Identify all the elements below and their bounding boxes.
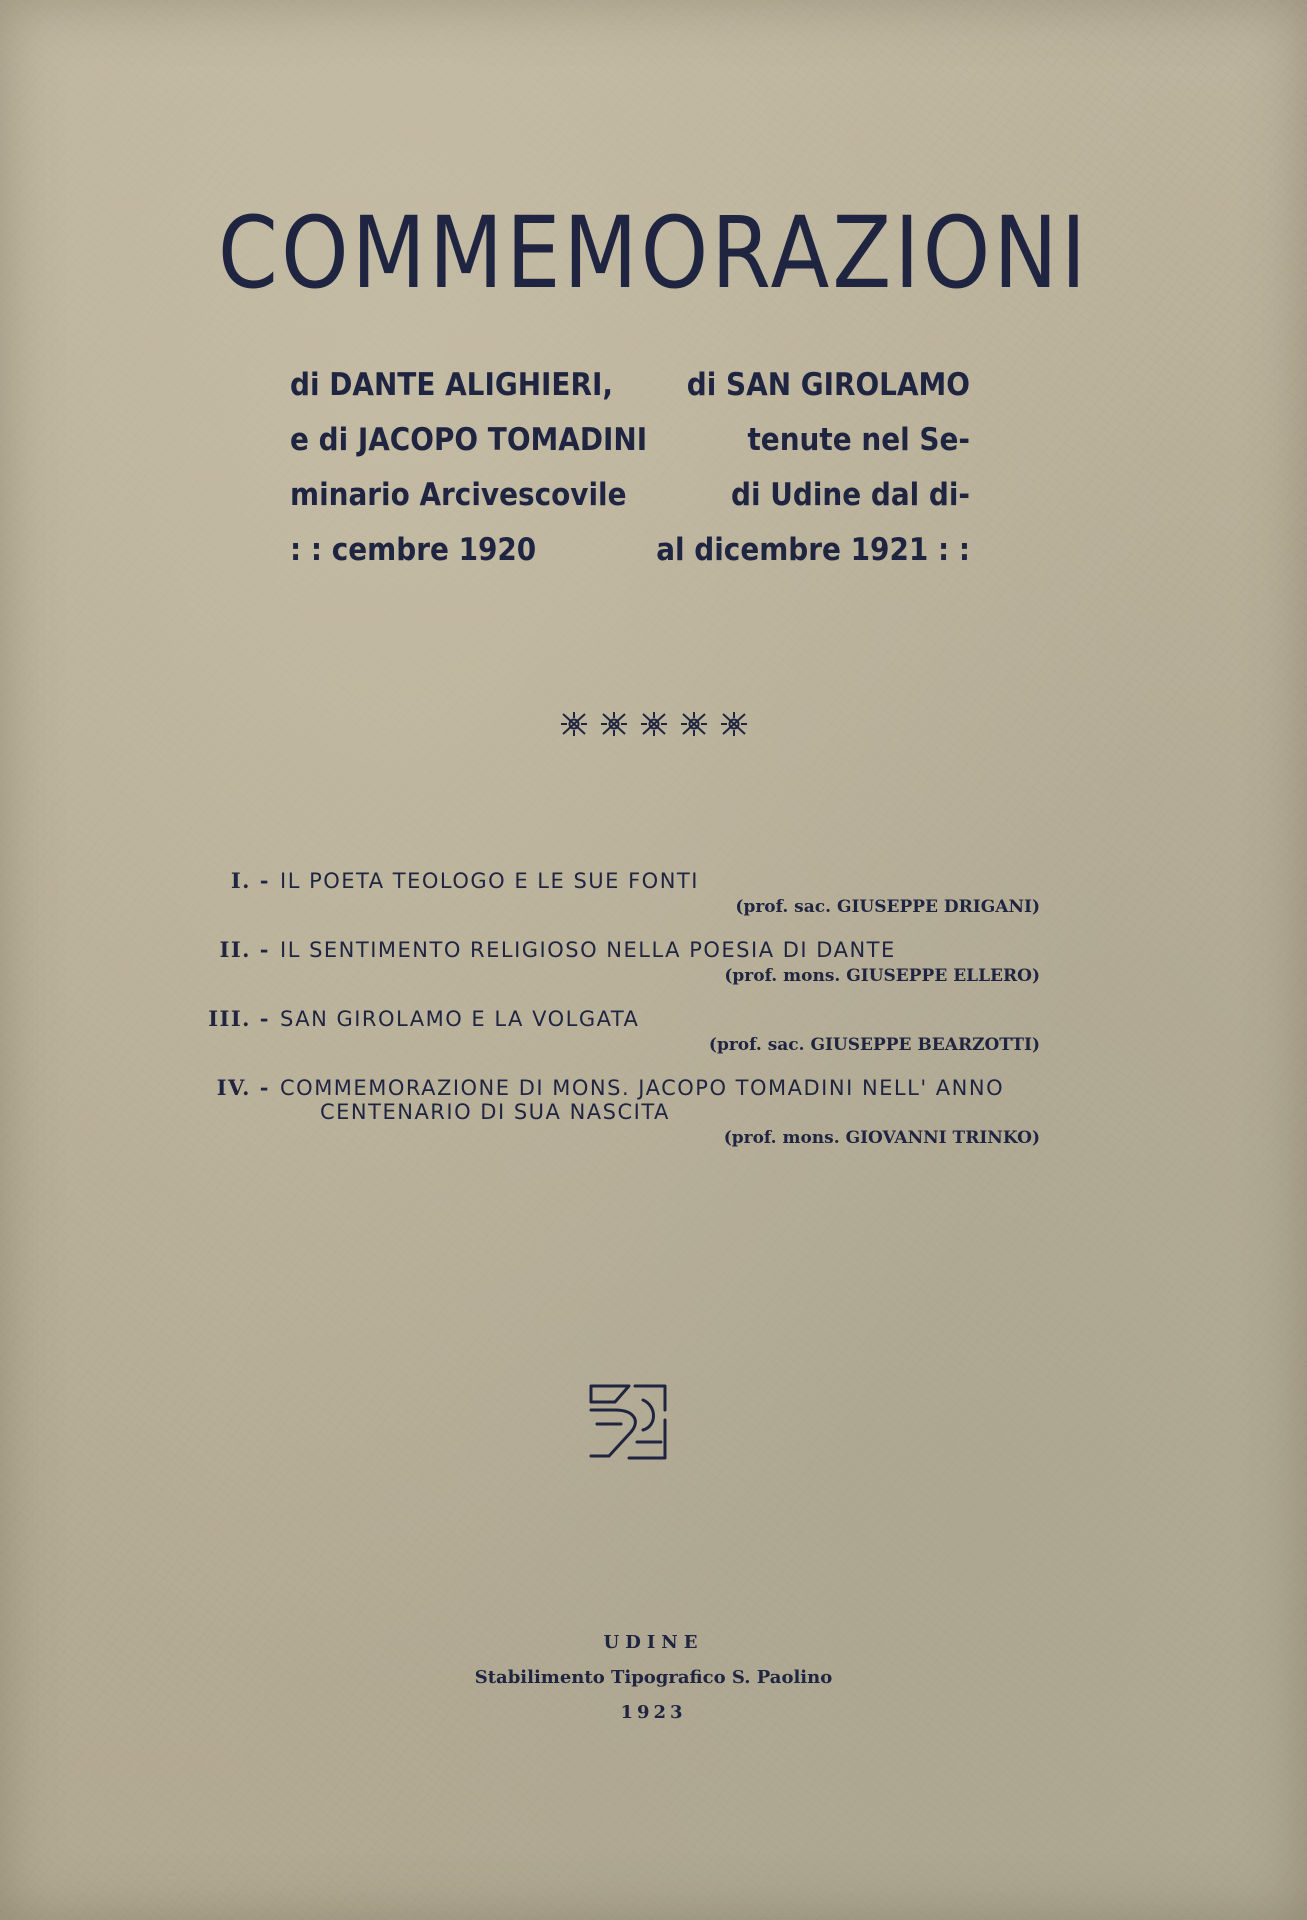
subtitle-text: tenute nel Se- <box>747 422 970 458</box>
toc-author: (prof. mons. GIOVANNI TRINKO) <box>723 1128 1040 1148</box>
fleuron-icon <box>559 710 589 738</box>
toc-title: IL SENTIMENTO RELIGIOSO NELLA POESIA DI DANTE <box>280 938 896 962</box>
subtitle-line <box>290 413 970 468</box>
subtitle-text: minario Arcivescovile <box>290 477 627 513</box>
cover-title: COMMEMORAZIONI <box>217 196 1090 311</box>
toc-number: III. - <box>208 1006 270 1031</box>
subtitle-line <box>290 468 970 523</box>
toc-item <box>200 1006 1040 1055</box>
toc-item <box>200 1075 1040 1148</box>
subtitle-line <box>290 358 970 413</box>
subtitle-text: di DANTE ALIGHIERI, <box>290 367 613 403</box>
toc-number: II. - <box>219 937 270 962</box>
fleuron-icon <box>719 710 749 738</box>
imprint-year: 1923 <box>620 1702 687 1723</box>
subtitle-line <box>290 523 970 578</box>
fleuron-icon <box>599 710 629 738</box>
cover-subtitle <box>290 358 970 578</box>
toc-title: COMMEMORAZIONE DI MONS. JACOPO TOMADINI NELL' ANNO <box>280 1076 1005 1100</box>
toc-author: (prof. sac. GIUSEPPE DRIGANI) <box>735 897 1040 917</box>
subtitle-text: : : cembre 1920 <box>290 532 537 568</box>
imprint-printer: Stabilimento Tipografico S. Paolino <box>474 1667 833 1688</box>
fleuron-icon <box>679 710 709 738</box>
subtitle-text: di Udine dal di- <box>731 477 970 513</box>
subtitle-text: e di JACOPO TOMADINI <box>290 422 648 458</box>
toc-item <box>200 868 1040 917</box>
toc-title-continuation: CENTENARIO DI SUA NASCITA <box>320 1100 670 1124</box>
subtitle-text: al dicembre 1921 : : <box>656 532 970 568</box>
toc-title: SAN GIROLAMO E LA VOLGATA <box>280 1007 640 1031</box>
table-of-contents <box>200 868 1040 1168</box>
fleuron-icon <box>639 710 669 738</box>
subtitle-text: di SAN GIROLAMO <box>686 367 970 403</box>
printer-mark-icon <box>585 1380 671 1464</box>
toc-author: (prof. sac. GIUSEPPE BEARZOTTI) <box>708 1035 1040 1055</box>
toc-number: I. - <box>230 868 270 893</box>
toc-item <box>200 937 1040 986</box>
imprint <box>0 1632 1307 1723</box>
imprint-city: UDINE <box>603 1632 704 1653</box>
toc-number: IV. - <box>216 1075 270 1100</box>
toc-title: IL POETA TEOLOGO E LE SUE FONTI <box>280 869 699 893</box>
toc-author: (prof. mons. GIUSEPPE ELLERO) <box>724 966 1040 986</box>
ornament-row <box>0 710 1307 738</box>
